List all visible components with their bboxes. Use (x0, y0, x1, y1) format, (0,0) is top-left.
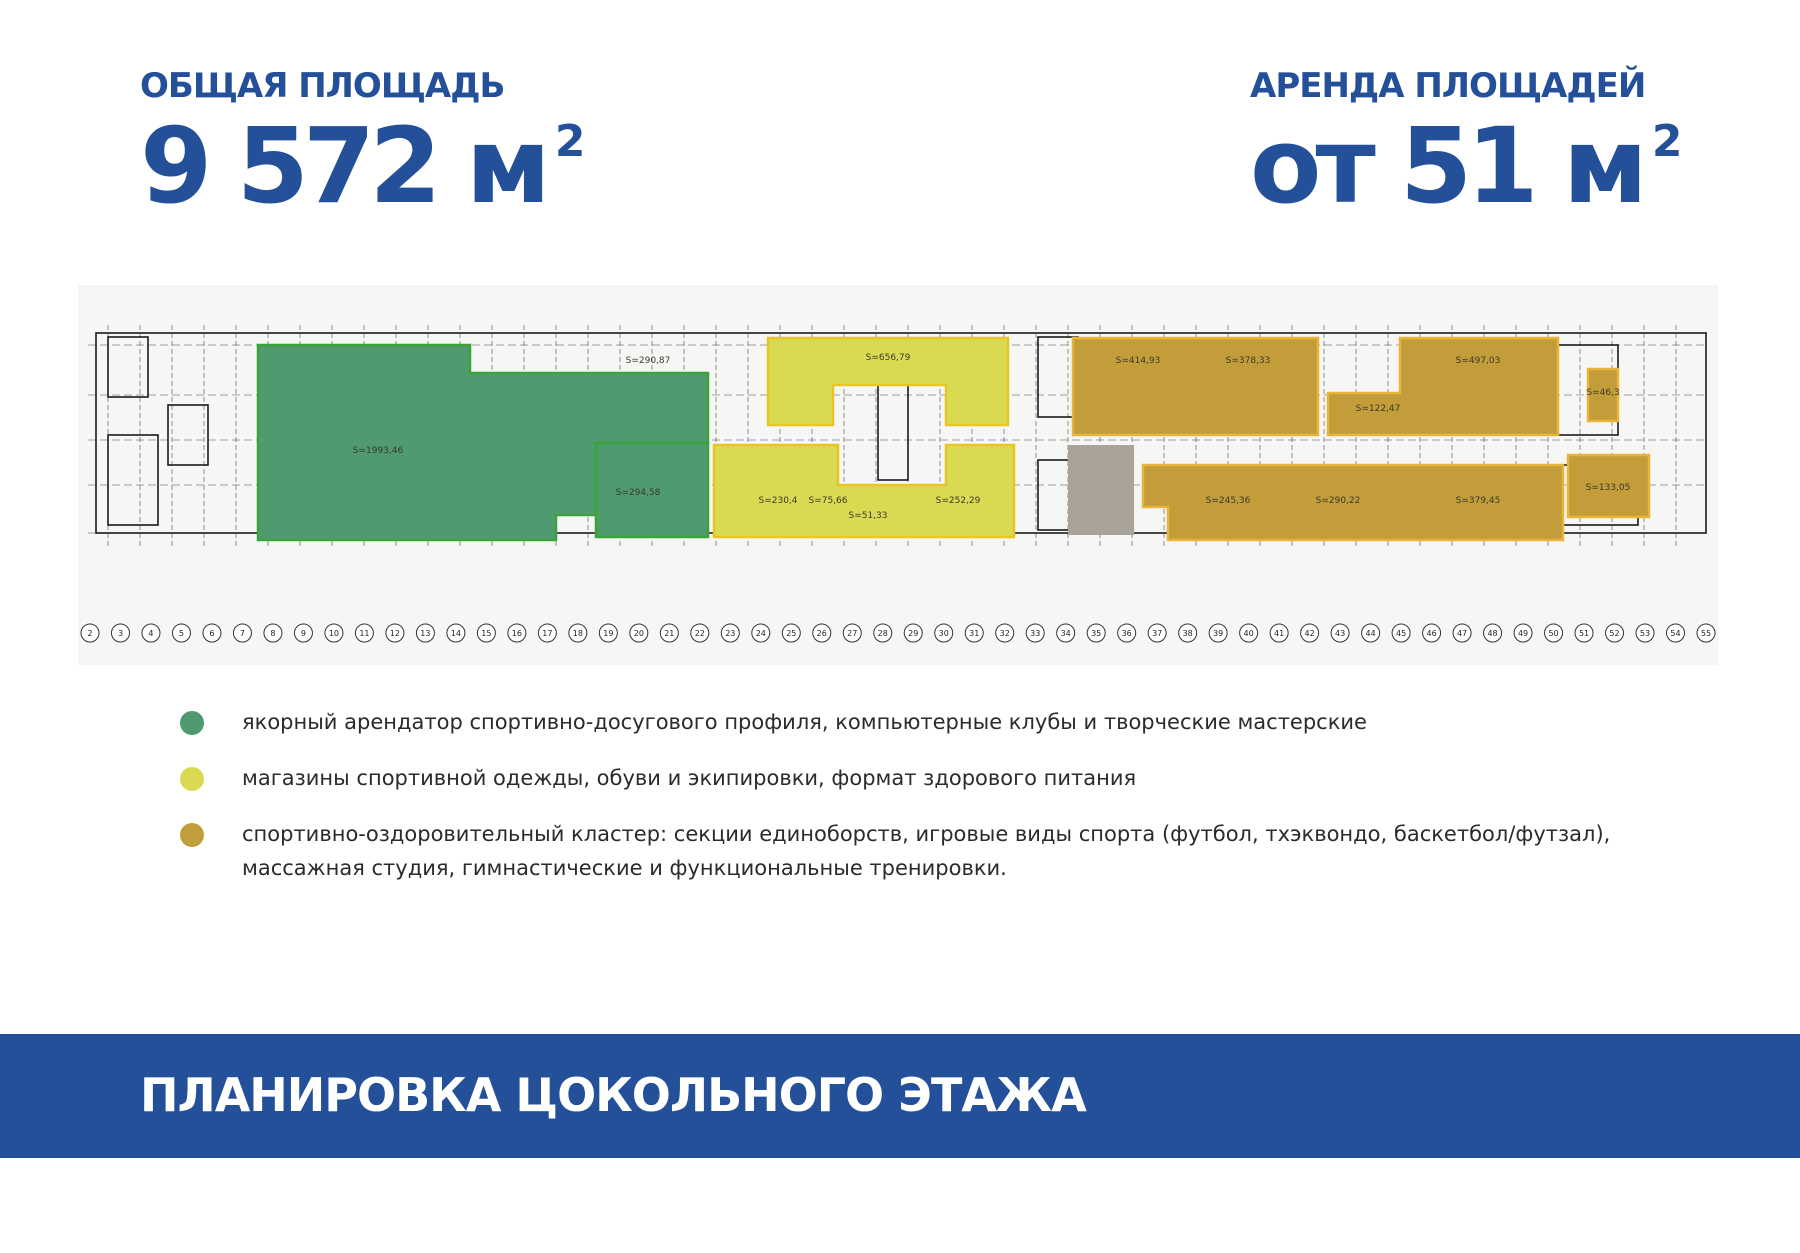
axis-label: 18 (572, 629, 583, 638)
axis-label: 46 (1426, 629, 1437, 638)
footer-title: ПЛАНИРОВКА ЦОКОЛЬНОГО ЭТАЖА (140, 1068, 1086, 1122)
axis-label: 38 (1182, 629, 1193, 638)
axis-label: 16 (511, 629, 522, 638)
axis-label: 20 (633, 629, 644, 638)
total-area-value (140, 105, 586, 227)
legend (176, 705, 1696, 907)
axis-label: 48 (1487, 629, 1498, 638)
zone-area-label: S=656,79 (865, 353, 911, 363)
axis-label: 28 (877, 629, 888, 638)
zone-area-label: S=379,45 (1455, 496, 1501, 506)
axis-label: 13 (420, 629, 431, 638)
total-area-number: 9 572 м (140, 105, 545, 227)
axis-label: 42 (1304, 629, 1315, 638)
total-area-label: ОБЩАЯ ПЛОЩАДЬ (140, 66, 505, 106)
axis-label: 14 (450, 629, 461, 638)
total-area-block (140, 66, 586, 227)
axis-label: 31 (969, 629, 980, 638)
zone-area-label: S=51,33 (848, 511, 888, 521)
axis-label: 50 (1548, 629, 1559, 638)
legend-dot-brown (180, 823, 204, 847)
axis-label: 54 (1670, 629, 1681, 638)
axis-label: 32 (999, 629, 1010, 638)
axis-label: 55 (1700, 629, 1712, 638)
legend-text-anchor: якорный арендатор спортивно-досугового профиля, компьютерные клубы и творческие мастерские (242, 710, 1367, 734)
grey-block (1068, 445, 1134, 535)
zone-area-label: S=1993,46 (352, 446, 404, 456)
axis-label: 3 (117, 629, 124, 638)
axis-label: 26 (816, 629, 827, 638)
floor-plan (78, 285, 1718, 665)
axis-label: 53 (1639, 629, 1651, 638)
axis-label: 8 (270, 629, 276, 638)
axis-label: 43 (1335, 629, 1346, 638)
axis-label: 41 (1274, 629, 1285, 638)
axis-label: 17 (542, 629, 553, 638)
axis-label: 51 (1578, 629, 1590, 638)
zone-sport-a (1073, 338, 1318, 435)
axis-label: 34 (1060, 629, 1071, 638)
axis-label: 19 (603, 629, 614, 638)
axis-label: 25 (786, 629, 797, 638)
rent-area-value (1250, 105, 1683, 227)
legend-item-retail (176, 761, 1696, 795)
axis-label: 11 (359, 629, 370, 638)
zone-anchor (258, 345, 708, 540)
axis-label: 21 (664, 629, 675, 638)
zone-area-label: S=245,36 (1205, 496, 1251, 506)
axis-label: 27 (847, 629, 858, 638)
legend-dot-yellow (180, 767, 204, 791)
rent-area-block (1250, 66, 1683, 227)
axis-label: 44 (1365, 629, 1376, 638)
axis-label: 33 (1030, 629, 1041, 638)
axis-label: 45 (1396, 629, 1407, 638)
axis-label: 2 (87, 629, 93, 638)
total-area-unit-superscript: 2 (554, 116, 586, 167)
axis-label: 7 (239, 629, 245, 638)
rent-area-label: АРЕНДА ПЛОЩАДЕЙ (1250, 66, 1646, 106)
axis-label: 9 (300, 629, 306, 638)
zone-area-label: S=46,3 (1586, 388, 1620, 398)
zone-area-label: S=122,47 (1355, 404, 1401, 414)
axis-label: 52 (1609, 629, 1620, 638)
rent-area-unit-superscript: 2 (1651, 116, 1683, 167)
axis-label: 40 (1243, 629, 1254, 638)
rent-area-number: от 51 м (1250, 105, 1642, 227)
axis-label: 47 (1456, 629, 1468, 638)
axis-label: 39 (1213, 629, 1224, 638)
legend-item-sport (176, 817, 1696, 885)
legend-item-anchor (176, 705, 1696, 739)
axis-label: 10 (328, 629, 340, 638)
axis-label: 6 (209, 629, 215, 638)
footer-band (0, 1034, 1800, 1158)
zone-area-label: S=290,87 (625, 356, 671, 366)
zone-area-label: S=497,03 (1455, 356, 1501, 366)
axis-label: 22 (694, 629, 705, 638)
axis-label: 23 (725, 629, 736, 638)
axis-label: 35 (1091, 629, 1102, 638)
zone-area-label: S=414,93 (1115, 356, 1161, 366)
zone-area-label: S=75,66 (808, 496, 848, 506)
axis-label: 5 (178, 629, 185, 638)
axis-label: 24 (755, 629, 766, 638)
axis-label: 15 (481, 629, 492, 638)
zone-area-label: S=294,58 (615, 488, 661, 498)
axis-label: 12 (389, 629, 400, 638)
axis-label: 30 (938, 629, 949, 638)
zone-area-label: S=230,4 (758, 496, 798, 506)
zone-area-label: S=133,05 (1585, 483, 1631, 493)
zone-area-label: S=378,33 (1225, 356, 1271, 366)
axis-label: 29 (908, 629, 919, 638)
axis-label: 36 (1121, 629, 1132, 638)
legend-text-retail: магазины спортивной одежды, обуви и экипировки, формат здорового питания (242, 766, 1137, 790)
axis-label: 4 (148, 629, 154, 638)
zone-area-label: S=290,22 (1315, 496, 1361, 506)
axis-label: 37 (1152, 629, 1163, 638)
legend-dot-green (180, 711, 204, 735)
axis-label: 49 (1517, 629, 1529, 638)
zone-area-label: S=252,29 (935, 496, 981, 506)
legend-text-sport: спортивно-оздоровительный кластер: секции единоборств, игровые виды спорта (футбол, тхэквондо, баскетбол/футзал), массажная студия, гимнастические и функциональные тренировки. (242, 822, 1611, 880)
